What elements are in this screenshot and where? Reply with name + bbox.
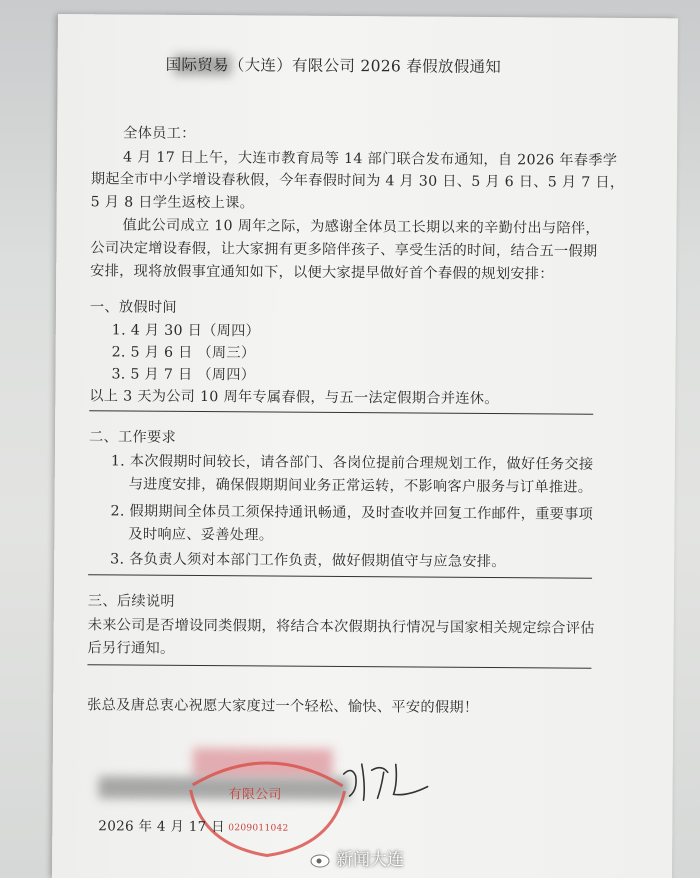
intro-line-2: 期起全市中小学增设春秋假，今年春假时间为 4 月 30 日、5 月 6 日、5 月 7 日，	[90, 171, 625, 191]
followup-line-2: 后另行通知。	[87, 640, 175, 657]
section1-heading: 一、放假时间	[89, 299, 177, 316]
handwritten-signature	[337, 756, 437, 807]
holiday-date-2: 2. 5 月 6 日 （周三）	[111, 344, 256, 362]
intro-line-1: 4 月 17 日上午，大连市教育局等 14 部门联合发布通知，自 2026 年春季学	[122, 149, 618, 169]
holiday-note: 以上 3 天为公司 10 周年专属春假，与五一法定假期合并连休。	[89, 388, 499, 408]
requirement-3: 3. 各负责人须对本部门工作负责，做好假期值守与应急安排。	[110, 551, 506, 571]
divider-3	[87, 664, 591, 669]
intro-line-3: 5 月 8 日学生返校上课。	[90, 194, 255, 212]
requirement-2-line-1: 2. 假期期间全体员工须保持通讯畅通，及时查收并回复工作邮件，重要事项	[110, 503, 594, 523]
watermark-text: 新闻大连	[336, 850, 404, 870]
seal-number: 0209011042	[228, 823, 289, 834]
requirement-1-line-2: 与进度安排，确保假期期间业务正常运转，不影响客户服务与订单推进。	[128, 476, 593, 496]
salutation: 全体员工：	[123, 125, 196, 142]
para2-line-1: 值此公司成立 10 周年之际，为感谢全体员工长期以来的辛勤付出与陪伴，	[122, 217, 600, 237]
notice-date: 2026 年 4 月 17 日	[98, 818, 225, 836]
para2-line-2: 公司决定增设春假，让大家拥有更多陪伴孩子、享受生活的时间，结合五一假期	[90, 240, 598, 260]
requirement-1-line-1: 1. 本次假期时间较长，请各部门、各岗位提前合理规划工作，做好任务交接	[110, 453, 594, 473]
para2-line-3: 安排，现将放假事宜通知如下，以便大家提早做好首个春假的规划安排：	[90, 263, 554, 283]
holiday-date-3: 3. 5 月 7 日 （周四）	[111, 366, 256, 384]
weibo-icon	[310, 850, 332, 868]
seal-name: 有限公司	[228, 787, 282, 803]
section2-heading: 二、工作要求	[88, 429, 177, 446]
notice-title: 国际贸易（大连）有限公司 2026 春假放假通知	[165, 55, 502, 77]
closing-wishes: 张总及唐总衷心祝愿大家度过一个轻松、愉快、平安的假期！	[87, 697, 479, 716]
notice-document	[52, 14, 678, 878]
divider-2	[88, 574, 592, 579]
requirement-2-line-2: 及时响应、妥善处理。	[128, 526, 274, 544]
section3-heading: 三、后续说明	[87, 593, 175, 610]
divider-1	[89, 410, 593, 415]
news-watermark	[310, 845, 404, 870]
followup-line-1: 未来公司是否增设同类假期，将结合本次假期执行情况与国家相关规定综合评估	[87, 617, 595, 637]
holiday-date-1: 1. 4 月 30 日（周四）	[111, 322, 261, 340]
